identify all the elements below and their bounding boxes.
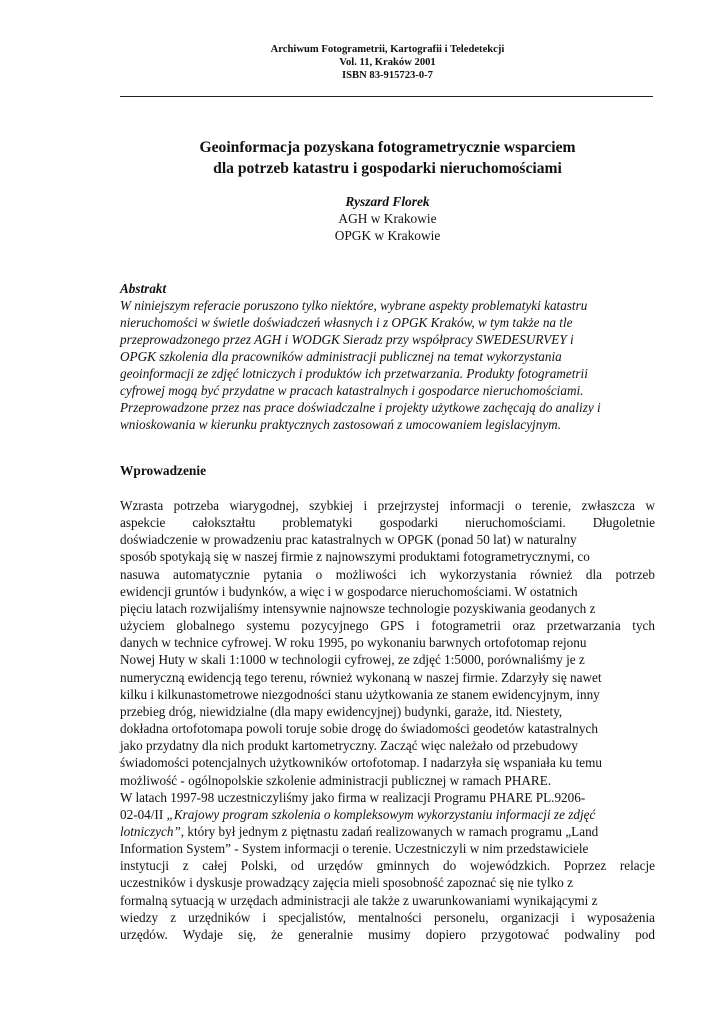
body-line: uczestników i dyskusje prowadzący zajęcia mieli sposobność zapoznać się nie tylko z [120,875,573,891]
section-heading: Wprowadzenie [120,463,207,478]
body-line: Information System” - System informacji o terenie. Uczestniczyli w nim przedstawiciele [120,841,589,857]
author-affiliation-1: AGH w Krakowie [338,211,437,226]
body-line: kilku i kilkunastometrowe niezgodności stanu użytkowania ze stanem ewidencyjnym, inny [120,686,600,702]
abstract-line: OPGK szkolenia dla pracowników administracji publicznej na temat wykorzystania [120,349,562,364]
body-line-mixed [120,806,655,823]
body-line: przebieg dróg, niewidzialne (dla mapy ewidencyjnej) budynki, garaże, itd. Niestety, [120,703,563,719]
program-code-fragment: 02-04/II [120,806,167,822]
body-line: nasuwa automatycznie pytania o możliwości ich wykorzystania również dla potrzeb [120,566,655,582]
header-rule [120,96,653,97]
body-line: możliwość - ogólnopolskie szkolenie administracji publicznej w ramach PHARE. [120,772,552,788]
body-line: Nowej Huty w skali 1:1000 w technologii cyfrowej, ze zdjęć 1:5000, porównaliśmy je z [120,652,585,668]
body-line: aspekcie całokształtu problematyki gospodarki nieruchomościami. Długoletnie [120,515,655,531]
program-title-italic: „Krajowy program szkolenia o kompleksowym wykorzystaniu informacji ze zdjęć [166,806,596,822]
body-line: Wzrasta potrzeba wiarygodnej, szybkiej i przejrzystej informacji o terenie, zwłaszcza w [120,498,655,513]
body-line: ewidencji gruntów i budynków, a więc i w gospodarce nieruchomościami. W ostatnich [120,583,578,599]
body-line: doświadczenie w prowadzeniu prac katastralnych w OPGK (ponad 50 lat) w naturalny [120,532,577,548]
abstract [120,280,655,433]
title-line-2: dla potrzeb katastru i gospodarki nieruchomościami [213,160,562,177]
body-line: wiedzy z urzędników i specjalistów, mentalności personelu, organizacji i wyposażenia [120,909,655,925]
author-name: Ryszard Florek [345,194,430,209]
body-line: urzędów. Wydaje się, że generalnie musimy dopiero przygotować podwaliny pod [120,926,655,942]
paper-title [120,137,655,179]
body-line: W latach 1997-98 uczestniczyliśmy jako firma w realizacji Programu PHARE PL.9206- [120,789,586,805]
abstract-line: Przeprowadzone przez nas prace doświadczalne i projekty użytkowe zachęcają do analizy i [120,400,601,415]
abstract-line: przeprowadzonego przez AGH i WODGK Sieradz przy współpracy SWEDESURVEY i [120,332,574,347]
body-line: dokładna ortofotomapa powoli toruje sobie drogę do świadomości geodetów katastralnych [120,721,598,737]
abstract-line: W niniejszym referacie poruszono tylko niektóre, wybrane aspekty problematyki katastru [120,298,588,313]
journal-name: Archiwum Fotogrametrii, Kartografii i Teledetekcji [270,44,505,55]
body-line: instytucji z całej Polski, od urzędów gminnych do wojewódzkich. Poprzez relacje [120,858,655,874]
abstract-line: nieruchomości w świetle doświadczeń własnych i z OPGK Kraków, w tym także na tle [120,315,573,330]
section-body [120,497,655,943]
body-line: pięciu latach rozwijaliśmy intensywnie najnowsze technologie pozyskiwania geodanych z [120,600,596,616]
program-title-italic-end: lotniczych”, [120,823,185,839]
title-line-1: Geoinformacja pozyskana fotogrametrycznie wsparciem [199,139,576,156]
body-line: świadomości potencjalnych użytkowników ortofotomap. I nadarzyła się wspaniała ku temu [120,755,602,771]
body-line: sposób spotykają się w naszej firmie z najnowszymi produktami fotogrametrycznymi, co [120,549,590,565]
author-affiliation-2: OPGK w Krakowie [334,228,441,243]
body-line-mixed [120,823,655,840]
author-block [120,193,655,244]
body-line: jako przydatny dla nich produkt kartometryczny. Zacząć więc należało od przebudowy [120,738,578,754]
abstract-line: geoinformacji ze zdjęć lotniczych i produktów ich przetwarzania. Produkty fotogrametrii [120,366,588,381]
abstract-heading: Abstrakt [120,281,167,296]
journal-volume: Vol. 11, Kraków 2001 [339,57,436,69]
journal-isbn: ISBN 83-915723-0-7 [342,70,433,82]
body-line: danych w technice cyfrowej. W roku 1995, po wykonaniu barwnych ortofotomap rejonu [120,635,587,651]
body-line: numeryczną ewidencją tego terenu, również wykonaną w naszej firmie. Zdarzyły się nawet [120,669,602,685]
abstract-line: cyfrowej mogą być przydatne w pracach katastralnych i gospodarce nieruchomościami. [120,383,584,398]
program-description: który był jednym z piętnastu zadań realizowanych w ramach programu „Land [184,823,599,839]
journal-header [120,43,655,83]
body-line: użyciem globalnego systemu pozycyjnego GPS i fotogrametrii oraz przetwarzania tych [120,618,655,634]
body-line: formalną sytuacją w urzędach administracji ale także z uwarunkowaniami wynikającymi z [120,892,598,908]
abstract-line: wnioskowania w kierunku praktycznych zastosowań z umocowaniem legislacyjnym. [120,417,561,432]
